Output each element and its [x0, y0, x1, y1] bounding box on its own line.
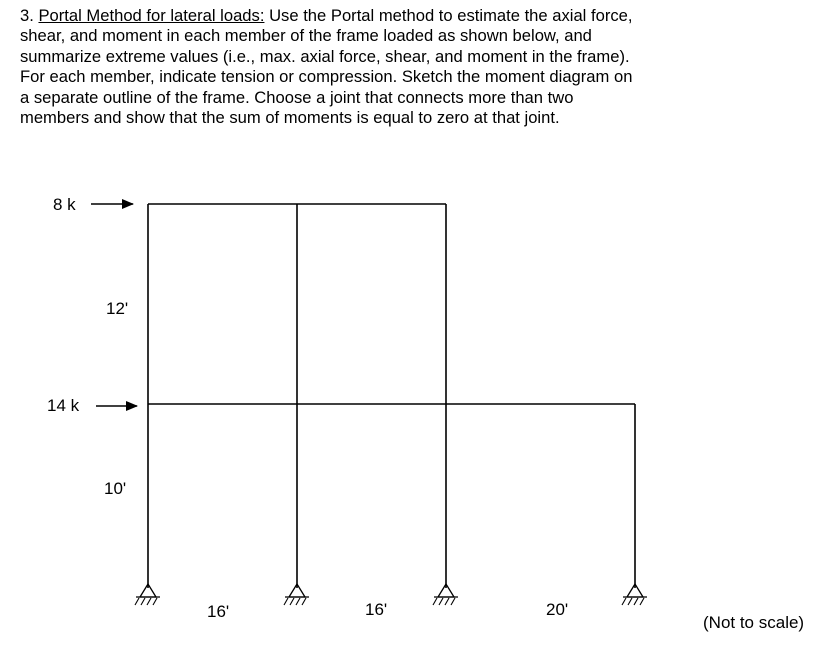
problem-line-2: shear, and moment in each member of the frame loaded as shown below, and: [20, 26, 592, 46]
load-label-top: 8 k: [53, 195, 76, 214]
load-label-middle: 14 k: [47, 396, 80, 415]
problem-line-1-rest: Use the Portal method to estimate the axial force,: [269, 6, 633, 25]
problem-topic: Portal Method for lateral loads:: [38, 6, 265, 25]
problem-number: 3.: [20, 6, 34, 25]
bay-width-3: 20': [546, 600, 569, 619]
bay-width-2: 16': [365, 600, 388, 619]
problem-line-4: For each member, indicate tension or compression. Sketch the moment diagram on: [20, 67, 633, 87]
bay-width-1: 16': [207, 602, 230, 621]
problem-line-6: members and show that the sum of moments is equal to zero at that joint.: [20, 108, 560, 128]
problem-line-5: a separate outline of the frame. Choose a joint that connects more than two: [20, 87, 574, 107]
story-height-lower: 10': [104, 479, 127, 498]
story-height-upper: 12': [106, 299, 129, 318]
not-to-scale-note: (Not to scale): [703, 613, 805, 632]
problem-line-3: summarize extreme values (i.e., max. axial force, shear, and moment in the frame).: [20, 46, 630, 66]
